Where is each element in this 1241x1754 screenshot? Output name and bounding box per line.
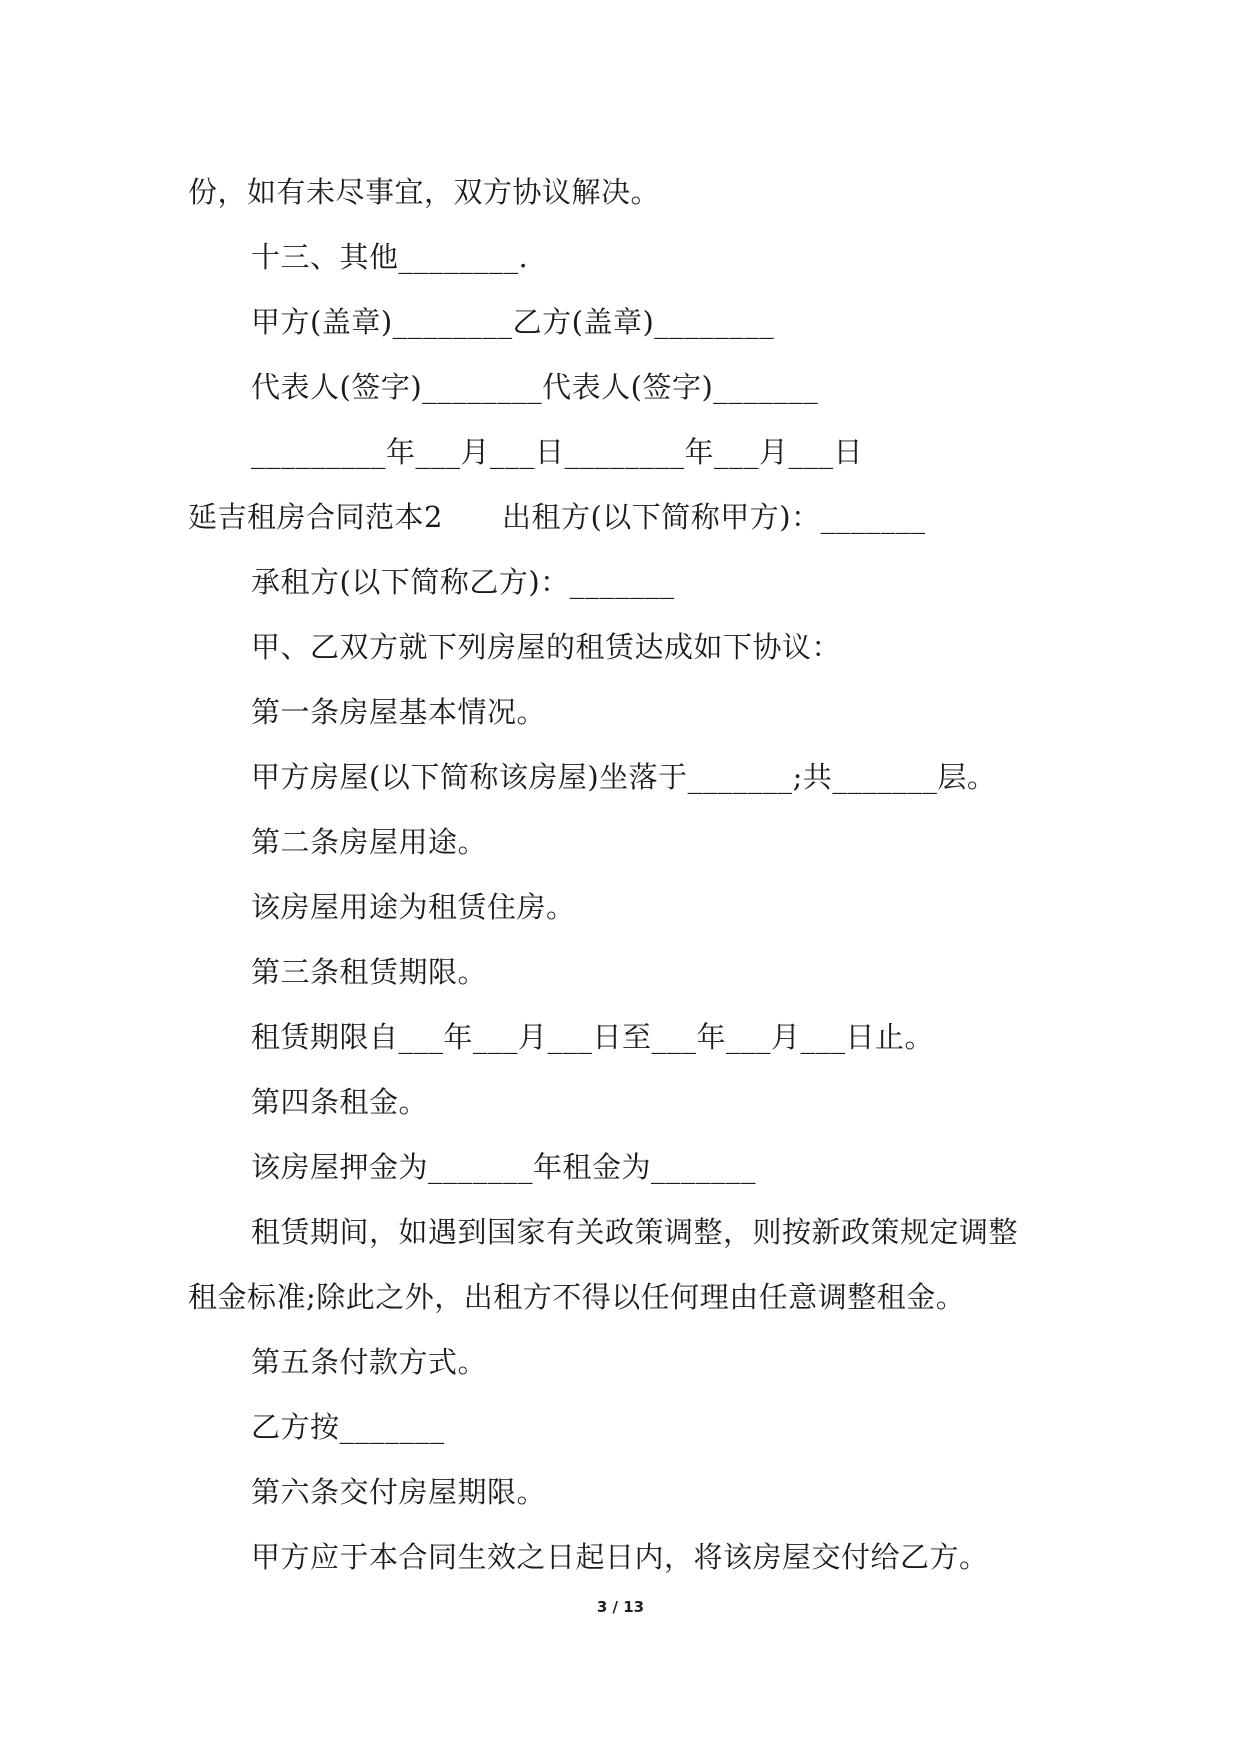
text-line: 十三、其他________. (251, 240, 529, 274)
text-line: 份，如有未尽事宜，双方协议解决。 (188, 175, 661, 209)
section-title-line: 延吉租房合同范本2 出租方(以下简称甲方)：_______ (188, 500, 926, 534)
clause-heading: 第二条房屋用途。 (251, 825, 488, 859)
text-line: 代表人(签字)________代表人(签字)_______ (251, 370, 819, 404)
clause-heading: 第一条房屋基本情况。 (251, 695, 547, 729)
text-line: 甲方(盖章)________乙方(盖章)________ (251, 305, 775, 339)
text-line: 甲方房屋(以下简称该房屋)坐落于_______;共_______层。 (251, 760, 997, 794)
text-line: 租赁期间，如遇到国家有关政策调整，则按新政策规定调整 (251, 1215, 1019, 1249)
text-line: 该房屋用途为租赁住房。 (251, 890, 576, 924)
text-line: 该房屋押金为_______年租金为_______ (251, 1150, 757, 1184)
text-line: _________年___月___日________年___月___日 (251, 435, 864, 469)
document-body (188, 160, 1068, 1590)
page-number: 3 / 13 (596, 1598, 645, 1616)
clause-heading: 第五条付款方式。 (251, 1345, 488, 1379)
text-line: 承租方(以下简称乙方)：_______ (251, 565, 675, 599)
text-line: 甲方应于本合同生效之日起日内，将该房屋交付给乙方。 (251, 1540, 989, 1574)
text-line: 租赁期限自___年___月___日至___年___月___日止。 (251, 1020, 935, 1054)
text-line: 甲、乙双方就下列房屋的租赁达成如下协议： (251, 630, 842, 664)
clause-heading: 第三条租赁期限。 (251, 955, 488, 989)
text-line: 乙方按_______ (251, 1410, 445, 1444)
clause-heading: 第四条租金。 (251, 1085, 429, 1119)
clause-heading: 第六条交付房屋期限。 (251, 1475, 547, 1509)
text-line: 租金标准;除此之外，出租方不得以任何理由任意调整租金。 (188, 1280, 966, 1314)
